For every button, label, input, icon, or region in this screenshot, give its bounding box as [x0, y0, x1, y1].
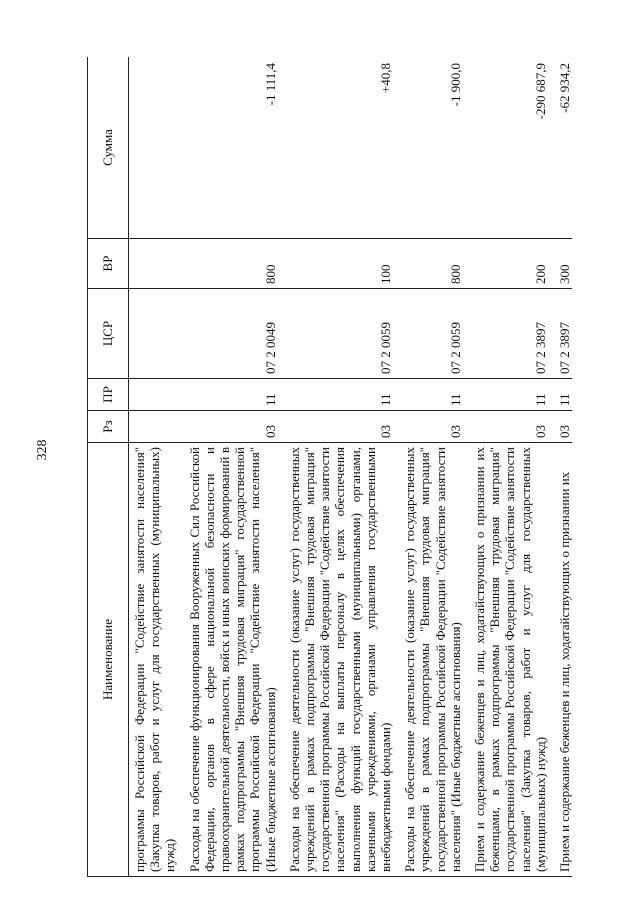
row-sum: -1 111,4 [184, 57, 284, 239]
row-name: Прием и содержание беженцев и лиц, ходатайствующих о признании их [554, 443, 572, 877]
header-sum: Сумма [88, 57, 129, 239]
table-header-row [88, 57, 129, 877]
header-rz: Рз [88, 411, 129, 443]
table-row [184, 57, 284, 877]
row-pr: 11 [184, 379, 284, 411]
row-csr: 07 2 0049 [184, 289, 284, 379]
table-row [284, 57, 399, 877]
row-pr: 11 [554, 379, 572, 411]
row-csr: 07 2 3897 [469, 289, 554, 379]
row-rz: 03 [284, 411, 399, 443]
row-pr: 11 [469, 379, 554, 411]
row-rz: 03 [184, 411, 284, 443]
row-csr [129, 289, 184, 379]
header-vr: ВР [88, 239, 129, 289]
row-csr: 07 2 3897 [554, 289, 572, 379]
row-sum [129, 57, 184, 239]
row-rz: 03 [469, 411, 554, 443]
page-number: 328 [35, 439, 50, 461]
document-sheet [87, 57, 572, 877]
table-row [469, 57, 554, 877]
row-pr: 11 [399, 379, 469, 411]
budget-table [87, 57, 572, 877]
row-vr: 200 [469, 239, 554, 289]
rotated-table-container [87, 57, 572, 877]
row-csr: 07 2 0059 [399, 289, 469, 379]
row-sum: +40,8 [284, 57, 399, 239]
row-rz: 03 [554, 411, 572, 443]
header-csr: ЦСР [88, 289, 129, 379]
table-row [399, 57, 469, 877]
row-pr: 11 [284, 379, 399, 411]
table-row [129, 57, 184, 877]
row-sum: -62 934,2 [554, 57, 572, 239]
header-pr: ПР [88, 379, 129, 411]
row-vr: 800 [184, 239, 284, 289]
row-name: Расходы на обеспечение функционирования Вооруженных Сил Российской Федерации, органов в сфере национальной безопасности и правоохранительной деятельности, войск и иных воинских формирований в рамках подпрограммы "Внешняя трудовая миграция" государственной программы Российской Федерации "Содействие занятости населения" (Иные бюджетные ассигнования) [184, 443, 284, 877]
header-name: Наименование [88, 443, 129, 877]
row-rz [129, 411, 184, 443]
row-name: Прием и содержание беженцев и лиц, ходатайствующих о признании их беженцами, в рамках подпрограммы "Внешняя трудовая миграция" государственной программы Российской Федерации "Содействие занятости населения" (Закупка товаров, работ и услуг для государственных (муниципальных) нужд) [469, 443, 554, 877]
row-name: программы Российской Федерации "Содействие занятости населения" (Закупка товаров, работ и услуг для государственных (муниципальных) нужд) [129, 443, 184, 877]
row-rz: 03 [399, 411, 469, 443]
row-vr: 800 [399, 239, 469, 289]
row-vr: 100 [284, 239, 399, 289]
row-sum: -290 687,9 [469, 57, 554, 239]
row-name: Расходы на обеспечение деятельности (оказание услуг) государственных учреждений в рамках подпрограммы "Внешняя трудовая миграция" государственной программы Российской Федерации "Содействие занятости населения" (Расходы на выплаты персоналу в целях обеспечения выполнения функций государственными (муниципальными) органами, казенными учреждениями, органами управления государственными внебюджетными фондами) [284, 443, 399, 877]
row-name: Расходы на обеспечение деятельности (оказание услуг) государственных учреждений в рамках подпрограммы "Внешняя трудовая миграция" государственной программы Российской Федерации "Содействие занятости населения" (Иные бюджетные ассигнования) [399, 443, 469, 877]
row-vr: 300 [554, 239, 572, 289]
row-csr: 07 2 0059 [284, 289, 399, 379]
row-sum: -1 900,0 [399, 57, 469, 239]
row-vr [129, 239, 184, 289]
row-pr [129, 379, 184, 411]
table-row [554, 57, 572, 877]
